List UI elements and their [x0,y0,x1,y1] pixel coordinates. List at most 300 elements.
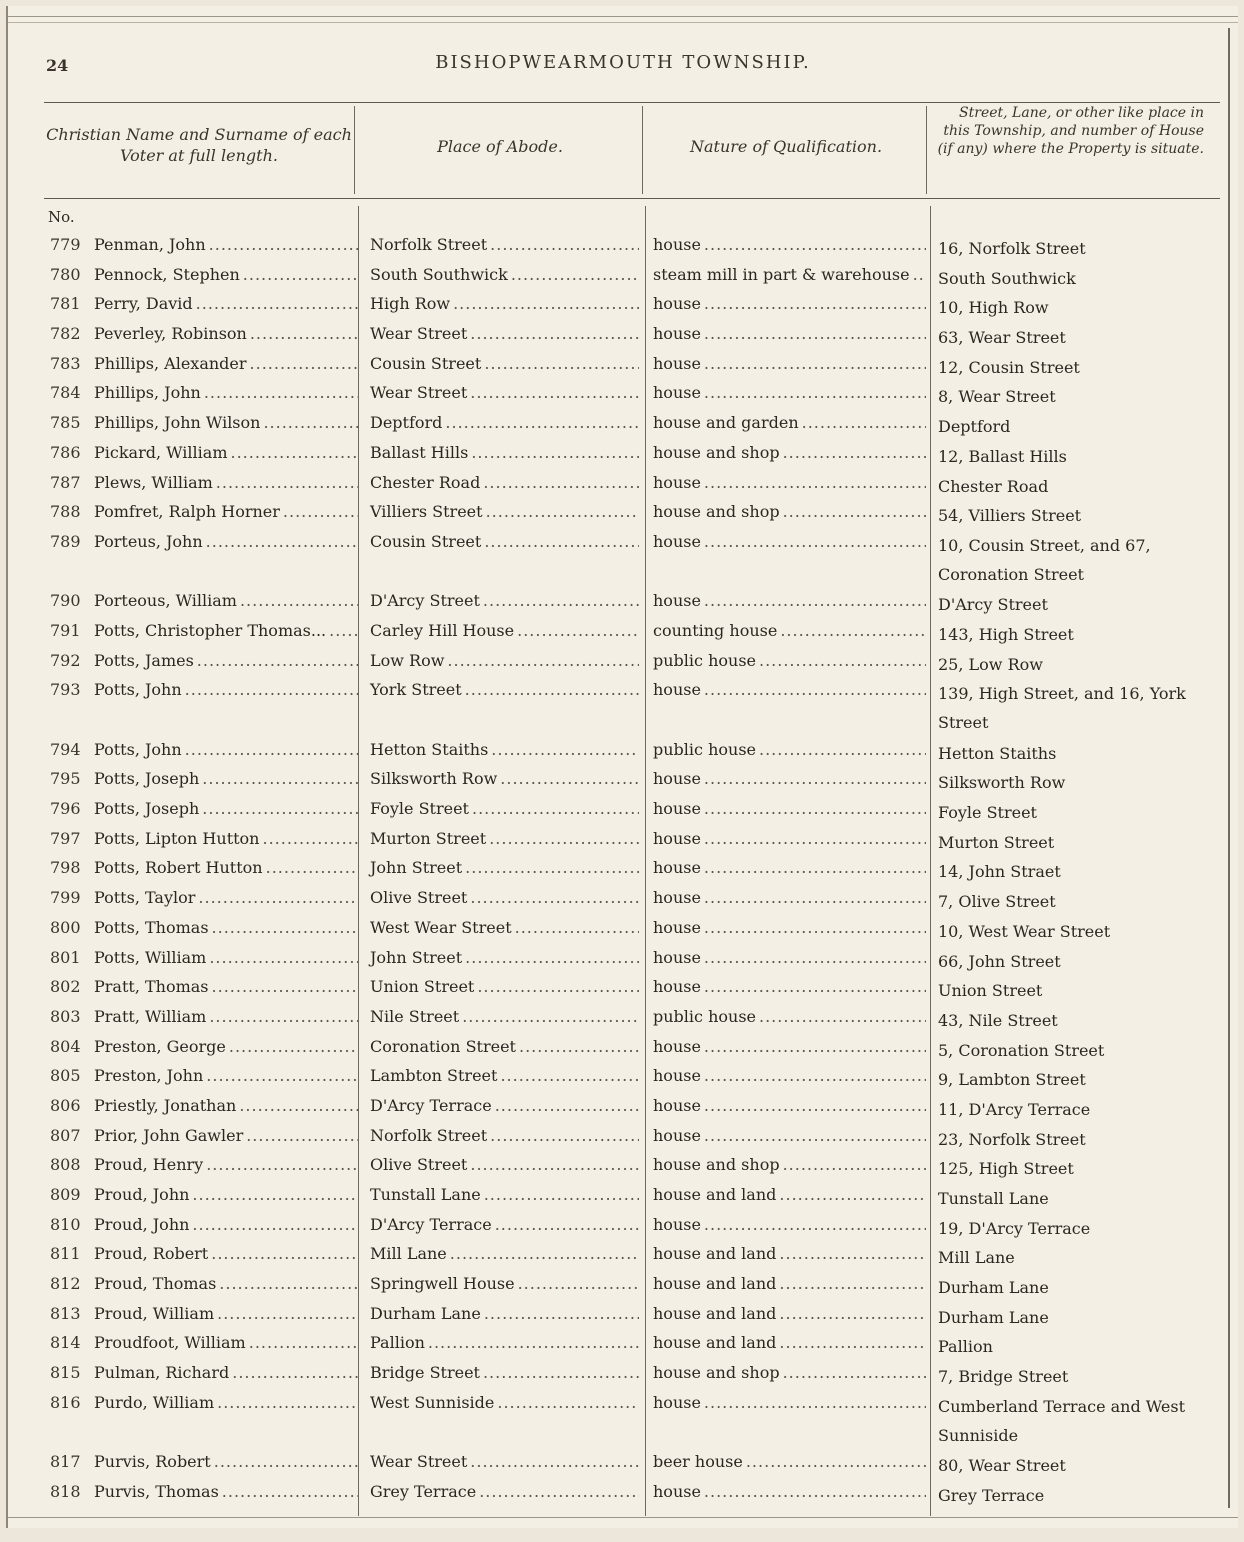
qualification: house [653,680,701,700]
place-of-abode: Foyle Street [370,799,469,819]
voter-row [44,857,1224,887]
abode-cell [358,1036,645,1058]
leader-dots [243,264,358,286]
leader-dots [704,293,926,315]
qualification: house [653,1481,701,1501]
abode-cell [358,1006,645,1028]
property-cell [930,976,1200,1006]
voter-number: 806 [50,1095,81,1115]
leader-dots [511,264,639,286]
voter-cell [44,323,358,345]
abode-column-header: Place of Abode. [437,137,563,156]
property-cell [930,382,1200,412]
leader-dots [212,917,358,939]
voter-row [44,1392,1224,1451]
leader-dots [704,353,926,375]
register-page [6,6,1238,1528]
property-cell [930,501,1200,531]
voter-name: Pratt, William [94,1006,207,1026]
voter-number: 818 [50,1481,81,1501]
property-cell [930,1006,1200,1036]
abode-cell [358,917,645,939]
voter-number: 803 [50,1006,81,1026]
voter-row [44,917,1224,947]
qualification: house [653,769,701,789]
property-location: D'Arcy Street [938,595,1048,615]
property-location: 143, High Street [938,624,1074,644]
abode-cell [358,828,645,850]
leader-dots [779,1243,926,1265]
qualification: house [653,591,701,611]
voter-row [44,1303,1224,1333]
voter-column-header: Christian Name and Surname of each Voter at full length. [46,125,352,165]
property-location: Durham Lane [938,1307,1049,1327]
voter-number: 781 [50,294,81,314]
place-of-abode: Olive Street [370,1155,468,1175]
leader-dots [704,1095,926,1117]
leader-dots [704,976,926,998]
property-location: Union Street [938,981,1043,1001]
voter-name: Prior, John Gawler [94,1125,244,1145]
abode-cell [358,442,645,464]
voter-cell [44,501,358,523]
leader-dots [283,501,358,523]
qualification: house and shop [653,1363,780,1383]
leader-dots [779,1273,926,1295]
voter-cell [44,1214,358,1236]
leader-dots [489,828,639,850]
qualification: house [653,799,701,819]
leader-dots [515,917,639,939]
abode-cell [358,739,645,761]
leader-dots [465,947,639,969]
voter-row [44,1006,1224,1036]
property-cell [930,768,1200,798]
voter-name: Preston, George [94,1036,226,1056]
voter-number: 789 [50,531,81,551]
property-cell [930,1451,1200,1481]
qualification-cell [645,828,930,850]
voter-name: Pulman, Richard [94,1363,230,1383]
abode-cell [358,323,645,345]
property-location: 7, Bridge Street [938,1367,1069,1387]
property-location: 23, Norfolk Street [938,1129,1086,1149]
voter-cell [44,590,358,612]
leader-dots [484,1184,639,1206]
leader-dots [262,828,358,850]
voter-name: Potts, William [94,947,207,967]
voter-cell [44,353,358,375]
header-divider [642,106,643,194]
qualification: house and garden [653,413,799,433]
property-location: Grey Terrace [938,1485,1045,1505]
qualification-cell [645,798,930,820]
place-of-abode: Murton Street [370,828,487,848]
property-cell [930,323,1200,353]
voter-number: 810 [50,1214,81,1234]
place-of-abode: Wear Street [370,324,468,344]
voter-row [44,590,1224,620]
leader-dots [704,531,926,553]
voter-row [44,768,1224,798]
voter-number: 817 [50,1452,81,1472]
place-of-abode: Cousin Street [370,353,482,373]
leader-dots [185,739,358,761]
voter-name: Potts, Joseph [94,769,200,789]
leader-dots [518,1273,639,1295]
qualification-cell [645,1125,930,1147]
voter-row [44,501,1224,531]
leader-dots [192,1184,358,1206]
qualification-cell [645,1243,930,1265]
voter-cell [44,382,358,404]
abode-cell [358,887,645,909]
qualification: house and land [653,1333,777,1353]
voter-row [44,1154,1224,1184]
voter-number: 780 [50,264,81,284]
property-cell [930,1154,1200,1184]
leader-dots [759,739,926,761]
qualification-cell [645,412,930,434]
place-of-abode: Olive Street [370,888,468,908]
property-location: 7, Olive Street [938,892,1056,912]
leader-dots [483,590,639,612]
leader-dots [479,1481,639,1503]
property-location: 63, Wear Street [938,328,1066,348]
qualification: counting house [653,620,778,640]
property-cell [930,1362,1200,1392]
voter-name: Purdo, William [94,1392,215,1412]
voter-name: Preston, John [94,1066,204,1086]
abode-cell [358,412,645,434]
voter-row [44,382,1224,412]
abode-cell [358,264,645,286]
qualification-cell [645,382,930,404]
voter-name: Phillips, John Wilson [94,413,261,433]
voter-number: 791 [50,620,81,640]
abode-cell [358,590,645,612]
leader-dots [704,1481,926,1503]
qualification: house and shop [653,442,780,462]
qualification-cell [645,1362,930,1384]
qualification-cell [645,293,930,315]
qualification-cell [645,768,930,790]
voter-cell [44,1154,358,1176]
property-cell [930,293,1200,323]
voter-row [44,293,1224,323]
voter-row [44,1243,1224,1273]
voter-name: Potts, John [94,739,182,759]
leader-dots [197,650,358,672]
property-location: 16, Norfolk Street [938,239,1086,258]
voter-number: 790 [50,591,81,611]
voter-number: 815 [50,1363,81,1383]
abode-cell [358,1184,645,1206]
voter-name: Proud, William [94,1303,215,1323]
voter-number: 813 [50,1303,81,1323]
header-top-rule [44,102,1220,103]
leader-dots [484,531,639,553]
abode-cell [358,501,645,523]
place-of-abode: Norfolk Street [370,235,488,254]
leader-dots [209,947,358,969]
qualification-cell [645,234,930,256]
voter-number: 799 [50,888,81,908]
leader-dots [913,264,926,286]
leader-dots [219,1273,358,1295]
leader-dots [704,1125,926,1147]
leader-dots [704,798,926,820]
abode-cell [358,798,645,820]
property-location: 9, Lambton Street [938,1070,1086,1090]
qualification-cell [645,1451,930,1473]
place-of-abode: Pallion [370,1333,425,1353]
leader-dots [202,798,358,820]
abode-cell [358,1451,645,1473]
leader-dots [428,1332,639,1354]
qualification-cell [645,1154,930,1176]
abode-cell [358,1065,645,1087]
voter-cell [44,828,358,850]
leader-dots [483,472,639,494]
voter-name: Proud, Robert [94,1244,209,1264]
leader-dots [490,1125,639,1147]
voter-name: Perry, David [94,294,193,314]
property-location: Chester Road [938,476,1049,496]
leader-dots [484,353,639,375]
property-location: Cumberland Terrace and West Sunniside [938,1396,1186,1445]
leader-dots [500,768,639,790]
voter-cell [44,442,358,464]
property-cell [930,1243,1200,1273]
abode-cell [358,679,645,701]
voter-name: Potts, Robert Hutton [94,858,263,878]
leader-dots [491,739,639,761]
voter-cell [44,412,358,434]
leader-dots [192,1214,358,1236]
abode-cell [358,1243,645,1265]
qualification: public house [653,650,756,670]
qualification-cell [645,590,930,612]
voter-cell [44,531,358,553]
voter-row [44,620,1224,650]
voter-number: 796 [50,799,81,819]
leader-dots [704,1214,926,1236]
qualification-cell [645,857,930,879]
place-of-abode: Nile Street [370,1006,460,1026]
leader-dots [450,1243,639,1265]
voter-list [44,234,1224,1511]
voter-number: 816 [50,1392,81,1412]
leader-dots [704,917,926,939]
qualification-cell [645,1332,930,1354]
top-rule-inner [8,22,1238,23]
place-of-abode: Chester Road [370,472,481,492]
leader-dots [704,947,926,969]
property-cell [930,234,1200,264]
property-cell [930,620,1200,650]
leader-dots [206,1065,358,1087]
voter-number: 783 [50,353,81,373]
qualification-cell [645,620,930,642]
property-cell [930,1481,1200,1511]
property-location: Silksworth Row [938,773,1066,793]
voter-name: Potts, Thomas [94,917,209,937]
voter-cell [44,1065,358,1087]
qualification-cell [645,1303,930,1325]
place-of-abode: West Wear Street [370,917,512,937]
voter-number: 794 [50,739,81,759]
voter-number: 786 [50,442,81,462]
property-cell [930,442,1200,472]
voter-cell [44,620,358,642]
qualification-cell [645,1481,930,1503]
voter-row [44,1184,1224,1214]
qualification: house and shop [653,1155,780,1175]
voter-number: 805 [50,1066,81,1086]
right-edge-rule [1228,28,1230,1508]
voter-name: Proud, John [94,1214,190,1234]
qualification-cell [645,1006,930,1028]
voter-name: Pomfret, Ralph Horner [94,502,280,522]
leader-dots [704,857,926,879]
property-location: 8, Wear Street [938,387,1056,407]
place-of-abode: Cousin Street [370,531,482,551]
leader-dots [704,1392,926,1414]
qualification: house [653,324,701,344]
qualification-cell [645,472,930,494]
abode-cell [358,1481,645,1503]
place-of-abode: Villiers Street [370,502,483,522]
leader-dots [495,1214,639,1236]
voter-number: 784 [50,383,81,403]
voter-cell [44,472,358,494]
qualification-cell [645,501,930,523]
abode-cell [358,1332,645,1354]
voter-cell [44,650,358,672]
voter-cell [44,234,358,256]
voter-row [44,976,1224,1006]
leader-dots [229,1036,358,1058]
qualification: house [653,1392,701,1412]
qualification-cell [645,1184,930,1206]
qualification: house [653,1036,701,1056]
voter-cell [44,739,358,761]
property-cell [930,1095,1200,1125]
qualification: house [653,235,701,254]
qualification: house [653,947,701,967]
voter-row [44,798,1224,828]
abode-cell [358,472,645,494]
place-of-abode: Tunstall Lane [370,1185,481,1205]
qualification-cell [645,323,930,345]
leader-dots [472,798,639,820]
leader-dots [465,679,639,701]
voter-cell [44,1481,358,1503]
voter-number: 804 [50,1036,81,1056]
running-head: BISHOPWEARMOUTH TOWNSHIP. [435,52,811,73]
voter-name: Purvis, Robert [94,1452,211,1472]
property-cell [930,679,1200,738]
qualification-cell [645,531,930,553]
voter-cell [44,947,358,969]
qualification-cell [645,887,930,909]
property-location: Hetton Staiths [938,743,1057,763]
property-location: 125, High Street [938,1159,1074,1179]
voter-name: Pennock, Stephen [94,264,240,284]
qualification-cell [645,264,930,286]
abode-cell [358,234,645,256]
voter-row [44,353,1224,383]
voter-row [44,679,1224,738]
abode-cell [358,857,645,879]
leader-dots [779,1184,926,1206]
voter-number: 801 [50,947,81,967]
voter-row [44,1065,1224,1095]
abode-cell [358,353,645,375]
abode-cell [358,947,645,969]
qualification-cell [645,650,930,672]
voter-name: Potts, James [94,650,194,670]
property-location: Tunstall Lane [938,1189,1049,1209]
qualification-cell [645,1095,930,1117]
leader-dots [263,412,358,434]
voter-name: Potts, Joseph [94,799,200,819]
property-cell [930,1332,1200,1362]
property-column-header: Street, Lane, or other like place in this Township, and number of House (if any) where the Property is situate. [937,105,1204,157]
voter-cell [44,1332,358,1354]
qualification: house [653,1214,701,1234]
abode-cell [358,1154,645,1176]
qualification-column-header: Nature of Qualification. [689,137,883,156]
leader-dots [704,234,926,256]
leader-dots [704,828,926,850]
leader-dots [196,293,358,315]
voter-cell [44,976,358,998]
voter-row [44,650,1224,680]
qualification: house and land [653,1274,777,1294]
property-cell [930,590,1200,620]
voter-row [44,412,1224,442]
voter-name: Proud, John [94,1185,190,1205]
voter-name: Proud, Henry [94,1155,204,1175]
place-of-abode: Low Row [370,650,445,670]
leader-dots [470,382,639,404]
property-cell [930,857,1200,887]
property-cell [930,1184,1200,1214]
qualification: house [653,531,701,551]
property-location: 11, D'Arcy Terrace [938,1099,1091,1119]
voter-name: Pickard, William [94,442,228,462]
property-cell [930,739,1200,769]
voter-name: Proudfoot, William [94,1333,246,1353]
leader-dots [484,1303,639,1325]
property-cell [930,650,1200,680]
voter-row [44,1451,1224,1481]
leader-dots [495,1095,639,1117]
voter-cell [44,679,358,701]
voter-cell [44,1095,358,1117]
qualification: house [653,977,701,997]
voter-cell [44,1362,358,1384]
voter-number: 814 [50,1333,81,1353]
voter-name: Potts, John [94,680,182,700]
voter-row [44,947,1224,977]
leader-dots [746,1451,926,1473]
leader-dots [470,1154,639,1176]
place-of-abode: Coronation Street [370,1036,516,1056]
leader-dots [486,501,639,523]
